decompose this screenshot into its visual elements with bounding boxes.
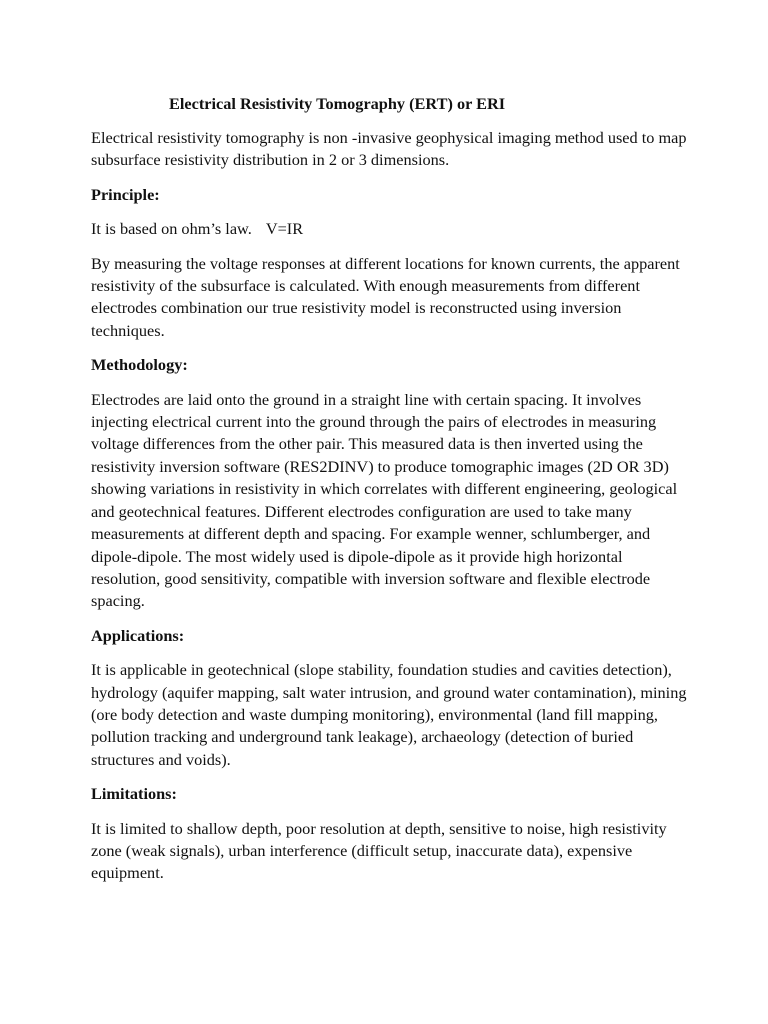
applications-paragraph: It is applicable in geotechnical (slope stability, foundation studies and cavities detection), hydrology (aquifer mapping, salt water intrusion, and ground water contamination), mining (ore body detection and waste dumping monitoring), environmental (land fill mapping, pollution tracking and underground tank leakage), archaeology (detection of buried structures and voids). [91,660,687,769]
ohms-law-line [91,218,691,240]
principle-paragraph: By measuring the voltage responses at different locations for known currents, the apparent resistivity of the subsurface is calculated. With enough measurements from different electrodes combination our true resistivity model is reconstructed using inversion techniques. [91,253,680,340]
methodology-paragraph: Electrodes are laid onto the ground in a straight line with certain spacing. It involves injecting electrical current into the ground through the pairs of electrodes in measuring voltage differences from the other pair. This measured data is then inverted using the resistivity inversion software (RES2DINV) to produce tomographic images (2D OR 3D) showing variations in resistivity in which correlates with different engineering, geological and geotechnical features. Different electrodes configuration are used to take many measurements at different depth and spacing. For example wenner, schlumberger, and dipole-dipole. The most widely used is dipole-dipole as it provide high horizontal resolution, good sensitivity, compatible with inversion software and flexible electrode spacing. [91,389,678,611]
document-page [91,93,691,897]
limitations-paragraph: It is limited to shallow depth, poor resolution at depth, sensitive to noise, high resistivity zone (weak signals), urban interference (difficult setup, inaccurate data), expensive equipment. [91,818,667,883]
document-title: Electrical Resistivity Tomography (ERT) or ERI [169,94,506,113]
applications-heading: Applications: [91,625,185,645]
methodology-heading: Methodology: [91,355,188,375]
ohms-law-text: It is based on ohm’s law. [91,219,252,239]
ohms-law-formula: V=IR [265,219,304,239]
intro-paragraph: Electrical resistivity tomography is non -invasive geophysical imaging method used to map subsurface resistivity distribution in 2 or 3 dimensions. [91,128,687,170]
principle-heading: Principle: [91,184,160,204]
limitations-heading: Limitations: [91,784,177,804]
